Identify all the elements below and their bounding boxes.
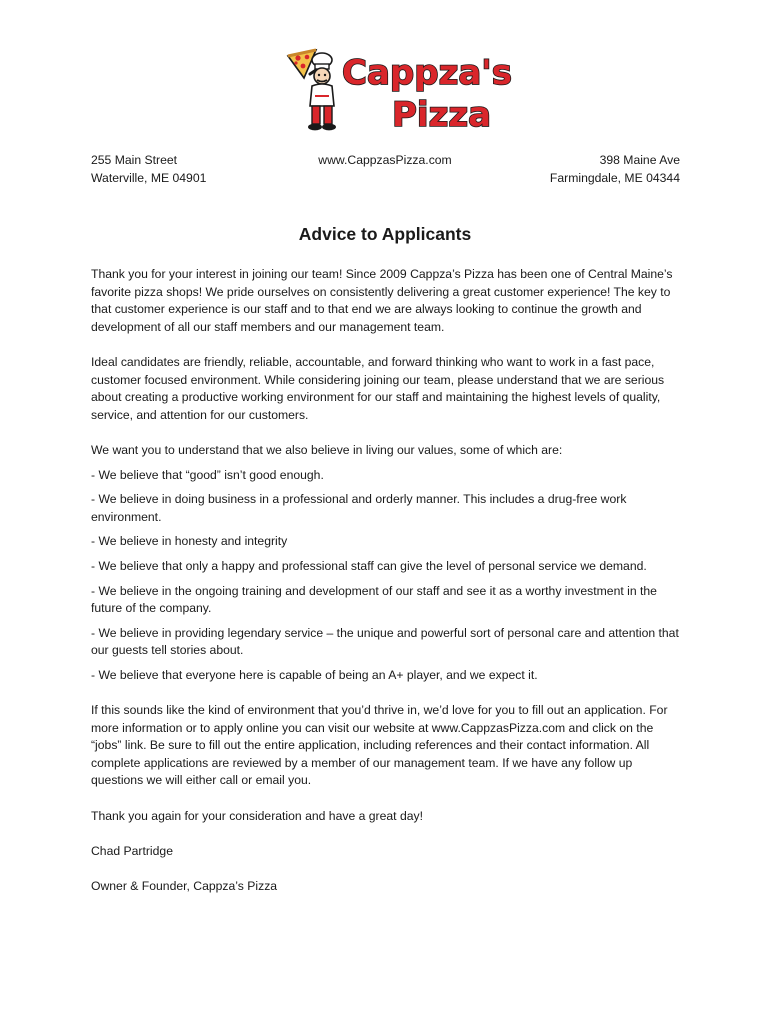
closing-paragraph: If this sounds like the kind of environment that you’d thrive in, we’d love for you to fill out an application. For more information or to apply online you can visit our website at www.CappzasPizza.com and click on the “jobs” link. Be sure to fill out the entire application, including references and their contact information. All complete applications are reviewed by a member of our management team. If we have any follow up questions we will either call or email you. [91,703,668,788]
signature-name: Chad Partridge [91,843,173,858]
website-link[interactable]: www.CappzasPizza.com [318,153,452,167]
value-item: - We believe in doing business in a professional and orderly manner. This includes a drug-free work environment. [91,492,627,524]
value-item: - We believe in the ongoing training and development of our staff and see it as a worthy investment in the future of the company. [91,583,657,616]
right-address-line1: 398 Maine Ave [599,153,680,167]
logo-text-line2: Pizza [392,95,492,135]
right-address [550,151,680,187]
logo-text-line1: Cappza's [342,53,512,93]
ideal-candidates-paragraph: Ideal candidates are friendly, reliable, accountable, and forward thinking who want to work in a fast pace, customer focused environment. While considering joining our team, please understand that we are serious about creating a productive working environment for our staff and maintaining the highest levels of quality, service, and attention for our customers. [91,354,665,422]
left-address-line2: Waterville, ME 04901 [91,171,207,185]
thanks-paragraph: Thank you again for your consideration and have a great day! [91,808,423,823]
signature-title: Owner & Founder, Cappza’s Pizza [91,879,278,893]
right-address-line2: Farmingdale, ME 04344 [549,171,680,185]
value-item: - We believe that only a happy and professional staff can give the level of personal service we demand. [91,558,647,573]
value-item: - We believe in honesty and integrity [91,534,288,549]
value-item: - We believe that “good” isn’t good enough. [91,467,324,482]
values-intro-paragraph: We want you to understand that we also believe in living our values, some of which are: [91,442,563,457]
value-item: - We believe in providing legendary service – the unique and powerful sort of personal care and attention that our guests tell stories about. [91,625,679,658]
left-address-line1: 255 Main Street [91,153,178,167]
letter-body [91,266,681,896]
chef-mascot-icon [308,53,336,130]
value-item: - We believe that everyone here is capable of being an A+ player, and we expect it. [91,667,538,682]
page-title: Advice to Applicants [298,224,472,244]
intro-paragraph: Thank you for your interest in joining our team! Since 2009 Cappza’s Pizza has been one of Central Maine’s favorite pizza shops! We pride ourselves on consistently delivering a great customer experience! The key to that customer experience is our staff and to that end we are always looking to continue the growth and development of all our staff members and our management team. [91,267,673,334]
cappzas-pizza-logo [282,44,512,136]
